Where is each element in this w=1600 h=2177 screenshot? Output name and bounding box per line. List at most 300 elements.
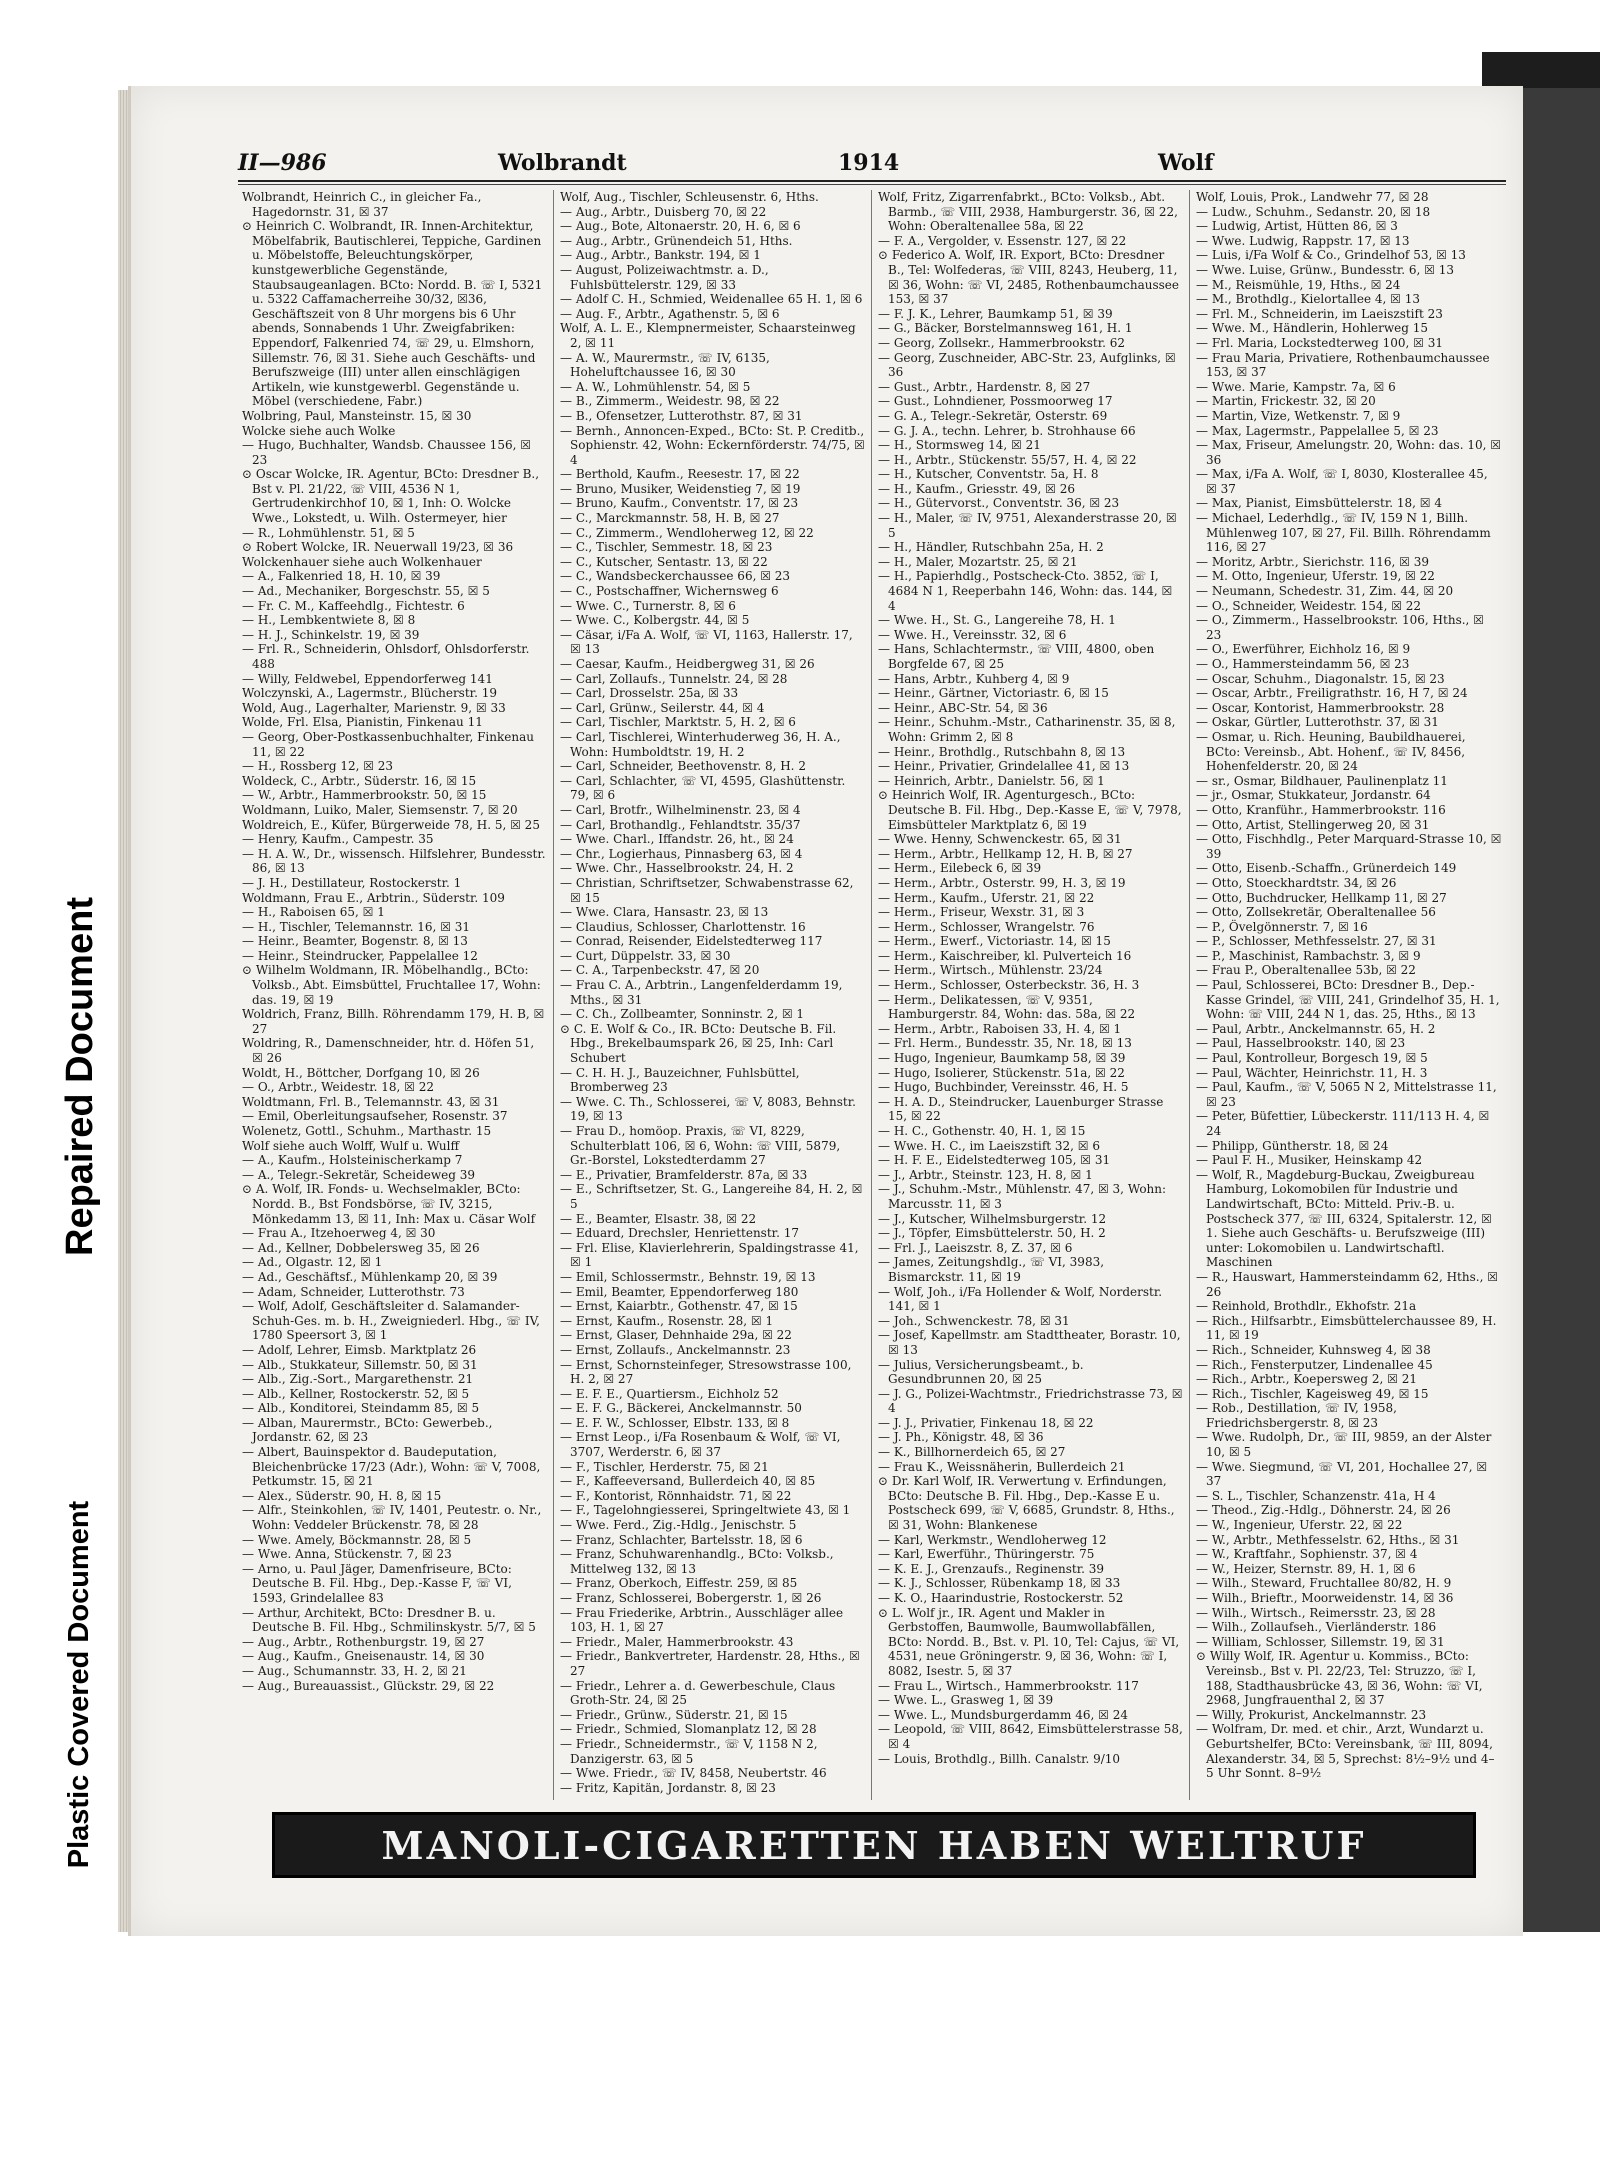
column-2 xyxy=(554,190,872,1800)
directory-entry: — C., Marckmannstr. 58, H. B, ☒ 27 xyxy=(560,511,780,526)
directory-entry: — Herm., Schlosser, Osterbeckstr. 36, H. 3 xyxy=(878,978,1140,993)
directory-entry: — Wolf, Adolf, Geschäftsleiter d. Salamander-Schuh-Ges. m. b. H., Zweigniederl. Hbg., ☏ IV, 1780 Speersort 3, ☒ 1 xyxy=(242,1299,540,1343)
directory-entry: — Wwe. Ferd., Zig.-Hdlg., Jenischstr. 5 xyxy=(560,1518,797,1533)
directory-entry: — Wwe. Rudolph, Dr., ☏ III, 9859, an der Alster 10, ☒ 5 xyxy=(1196,1430,1492,1460)
directory-entry: — Ernst, Schornsteinfeger, Stresowstrasse 100, H. 2, ☒ 27 xyxy=(560,1357,852,1387)
directory-entry: — Herm., Arbtr., Raboisen 33, H. 4, ☒ 1 xyxy=(878,1021,1122,1036)
directory-entry: — P., Övelgönnerstr. 7, ☒ 16 xyxy=(1196,919,1368,934)
directory-entry: — Wwe. Henny, Schwenckestr. 65, ☒ 31 xyxy=(878,832,1122,847)
directory-entry: Wolbrandt, Heinrich C., in gleicher Fa., Hagedornstr. 31, ☒ 37 xyxy=(242,190,482,219)
directory-entry: — Oscar, Arbtr., Freiligrathstr. 16, H 7, ☒ 24 xyxy=(1196,686,1468,701)
directory-entry: — A. W., Maurermstr., ☏ IV, 6135, Hoheluftchaussee 16, ☒ 30 xyxy=(560,350,770,380)
directory-entry: — W., Ingenieur, Uferstr. 22, ☒ 22 xyxy=(1196,1518,1403,1533)
header-rule xyxy=(238,180,1506,182)
directory-entry: Wolenetz, Gottl., Schuhm., Marthastr. 15 xyxy=(242,1124,492,1138)
directory-entry: — Bruno, Kaufm., Conventstr. 17, ☒ 23 xyxy=(560,496,799,511)
directory-entry: — Max, Pianist, Eimsbüttelerstr. 18, ☒ 4 xyxy=(1196,496,1442,511)
directory-entry: — Hugo, Isolierer, Stückenstr. 51a, ☒ 22 xyxy=(878,1065,1125,1080)
directory-entry: — Wwe. L., Mundsburgerdamm 46, ☒ 24 xyxy=(878,1707,1128,1722)
directory-entry: Wolf siehe auch Wolff, Wulf u. Wulff xyxy=(242,1138,460,1153)
directory-entry: — Curt, Düppelstr. 33, ☒ 30 xyxy=(560,948,731,963)
directory-entry: — Philipp, Güntherstr. 18, ☒ 24 xyxy=(1196,1138,1389,1153)
directory-entry: — Wwe. C. Th., Schlosserei, ☏ V, 8083, Behnstr. 19, ☒ 13 xyxy=(560,1094,856,1124)
directory-entry: — Wwe. Ludwig, Rappstr. 17, ☒ 13 xyxy=(1196,233,1410,248)
directory-entry: — Ernst Leop., i/Fa Rosenbaum & Wolf, ☏ VI, 3707, Werderstr. 6, ☒ 37 xyxy=(560,1430,841,1460)
directory-entry: ⊙ Federico A. Wolf, IR. Export, BCto: Dresdner B., Tel: Wolfederas, ☏ VIII, 8243, Heuberg, 11, ☒ 36, Wohn: ☏ VI, 2485, Rothenbaumchaussee 153, ☒ 37 xyxy=(878,248,1179,307)
page-number: II—986 xyxy=(238,150,327,176)
directory-entry: — Wwe. C., Kolbergstr. 44, ☒ 5 xyxy=(560,613,750,628)
directory-entry: — Leopold, ☏ VIII, 8642, Eimsbüttelerstrasse 58, ☒ 4 xyxy=(878,1722,1183,1751)
directory-entry: — Paul, Arbtr., Anckelmannstr. 65, H. 2 xyxy=(1196,1021,1436,1036)
directory-entry: — Wwe. M., Händlerin, Hohlerweg 15 xyxy=(1196,321,1429,336)
scanner-shadow-top xyxy=(1482,52,1600,88)
directory-entry: — Ludw., Schuhm., Sedanstr. 20, ☒ 18 xyxy=(1196,204,1431,219)
directory-entry: — Emil, Schlossermstr., Behnstr. 19, ☒ 13 xyxy=(560,1269,816,1284)
directory-entry: — Louis, Brothdlg., Billh. Canalstr. 9/10 xyxy=(878,1751,1121,1766)
directory-entry: — Otto, Stoeckhardtstr. 34, ☒ 26 xyxy=(1196,875,1397,890)
directory-entry: — Heinr., Steindrucker, Pappelallee 12 xyxy=(242,948,478,963)
directory-entry: — Friedr., Lehrer a. d. Gewerbeschule, Claus Groth-Str. 24, ☒ 25 xyxy=(560,1678,836,1708)
directory-entry: — Otto, Zollsekretär, Oberaltenallee 56 xyxy=(1196,905,1436,920)
directory-entry: — P., Maschinist, Rambachstr. 3, ☒ 9 xyxy=(1196,948,1421,963)
directory-entry: — Arthur, Architekt, BCto: Dresdner B. u. Deutsche B. Fil. Hbg., Schmilinskystr. 5/7, ☒ 5 xyxy=(242,1605,536,1635)
directory-entry: — Frl. Herm., Bundesstr. 35, Nr. 18, ☒ 13 xyxy=(878,1036,1132,1051)
directory-entry: — Max, Lagermstr., Pappelallee 5, ☒ 23 xyxy=(1196,423,1439,438)
directory-entry: — H., Rossberg 12, ☒ 23 xyxy=(242,759,394,774)
directory-entry: — H. C., Gothenstr. 40, H. 1, ☒ 15 xyxy=(878,1124,1086,1138)
directory-entry: — W., Heizer, Sternstr. 89, H. 1, ☒ 6 xyxy=(1196,1561,1416,1576)
directory-entry: — J., Töpfer, Eimsbüttelerstr. 50, H. 2 xyxy=(878,1226,1106,1241)
directory-entry: — Herm., Wirtsch., Mühlenstr. 23/24 xyxy=(878,963,1103,978)
directory-entry: — Georg, Ober-Postkassenbuchhalter, Finkenau 11, ☒ 22 xyxy=(242,729,534,759)
directory-entry: — Gust., Arbtr., Hardenstr. 8, ☒ 27 xyxy=(878,379,1091,394)
directory-entry: — Paul, Hasselbrookstr. 140, ☒ 23 xyxy=(1196,1036,1406,1051)
directory-entry: — Josef, Kapellmstr. am Stadttheater, Borastr. 10, ☒ 13 xyxy=(878,1328,1181,1357)
directory-entry: — Osmar, u. Rich. Heuning, Baubildhauerei, BCto: Vereinsb., Abt. Hohenf., ☏ IV, 8456, Hohenfelderstr. 20, ☒ 24 xyxy=(1196,729,1466,774)
directory-entry: — F. J. K., Lehrer, Baumkamp 51, ☒ 39 xyxy=(878,306,1113,321)
directory-entry: — Aug., Arbtr., Grünendeich 51, Hths. xyxy=(560,233,793,248)
directory-entry: — Martin, Frickestr. 32, ☒ 20 xyxy=(1196,394,1376,409)
directory-entry: — C., Wandsbeckerchaussee 66, ☒ 23 xyxy=(560,569,791,584)
directory-entry: — C., Postschaffner, Wichernsweg 6 xyxy=(560,584,779,599)
directory-entry: — Chr., Logierhaus, Pinnasberg 63, ☒ 4 xyxy=(560,846,803,861)
directory-entry: Wolde, Frl. Elsa, Pianistin, Finkenau 11 xyxy=(242,715,483,730)
directory-entry: — Aug., Arbtr., Rothenburgstr. 19, ☒ 27 xyxy=(242,1634,485,1649)
directory-entry: ⊙ Oscar Wolcke, IR. Agentur, BCto: Dresdner B., Bst v. Pl. 21/22, ☏ VIII, 4536 N 1, Gertrudenkirchhof 10, ☒ 1, Inh: O. Wolcke Wwe., Lokstedt, u. Wilh. Ostermeyer, hier xyxy=(242,467,540,526)
directory-entry: — Frl. R., Schneiderin, Ohlsdorf, Ohlsdorferstr. 488 xyxy=(242,642,530,671)
repaired-document-label: Repaired Document xyxy=(58,896,101,1256)
directory-entry: — Alb., Kellner, Rostockerstr. 52, ☒ 5 xyxy=(242,1386,470,1401)
directory-entry: — Gust., Lohndiener, Possmoorweg 17 xyxy=(878,394,1113,409)
directory-entry: — Christian, Schriftsetzer, Schwabenstrasse 62, ☒ 15 xyxy=(560,875,854,905)
directory-entry: — Albert, Bauinspektor d. Baudeputation, Bleichenbrücke 17/23 (Adr.), Wohn: ☏ V, 7008, Petkumstr. 15, ☒ 21 xyxy=(242,1445,541,1489)
directory-entry: — sr., Osmar, Bildhauer, Paulinenplatz 11 xyxy=(1196,773,1448,788)
directory-entry: — Wilh., Wirtsch., Reimersstr. 23, ☒ 28 xyxy=(1196,1605,1436,1620)
directory-entry: — Heinrich, Arbtr., Danielstr. 56, ☒ 1 xyxy=(878,773,1105,788)
directory-entry: — Willy, Feldwebel, Eppendorferweg 141 xyxy=(242,671,493,686)
directory-entry: — Berthold, Kaufm., Reesestr. 17, ☒ 22 xyxy=(560,467,800,482)
directory-entry: — H., Stormsweg 14, ☒ 21 xyxy=(878,438,1041,453)
directory-entry: — H., Lembkentwiete 8, ☒ 8 xyxy=(242,613,416,628)
directory-entry: — Carl, Tischlerei, Winterhuderweg 36, H. A., Wohn: Humboldtstr. 19, H. 2 xyxy=(560,729,841,759)
directory-entry: — Wolfram, Dr. med. et chir., Arzt, Wundarzt u. Geburtshelfer, BCto: Vereinsbank, ☏ III, 8094, Alexanderstr. 34, ☒ 5, Sprechst: 8½–9½ und 4–5 Uhr Sonnt. 8–9½ xyxy=(1196,1722,1495,1781)
directory-entry: — Paul, Kontrolleur, Borgesch 19, ☒ 5 xyxy=(1196,1051,1428,1066)
directory-entry: — Hugo, Buchbinder, Vereinsstr. 46, H. 5 xyxy=(878,1080,1129,1095)
directory-entry: Woldring, R., Damenschneider, htr. d. Höfen 51, ☒ 26 xyxy=(242,1036,535,1066)
directory-entry: — Adam, Schneider, Lutterothstr. 73 xyxy=(242,1284,465,1299)
directory-entry: — Aug., Bote, Altonaerstr. 20, H. 6, ☒ 6 xyxy=(560,219,801,234)
directory-entry: — Herm., Arbtr., Osterstr. 99, H. 3, ☒ 19 xyxy=(878,875,1126,890)
directory-entry: — Oscar, Schuhm., Diagonalstr. 15, ☒ 23 xyxy=(1196,671,1445,686)
directory-entry: — H., Arbtr., Stückenstr. 55/57, H. 4, ☒ 22 xyxy=(878,452,1137,467)
directory-entry: — K. E. J., Grenzaufs., Reginenstr. 39 xyxy=(878,1561,1105,1576)
directory-entry: Woldreich, E., Küfer, Bürgerweide 78, H. 5, ☒ 25 xyxy=(242,817,540,832)
directory-entry: — Oscar, Kontorist, Hammerbrookstr. 28 xyxy=(1196,700,1445,715)
directory-entry: — Michael, Lederhdlg., ☏ IV, 159 N 1, Billh. Mühlenweg 107, ☒ 27, Fil. Billh. Röhrendamm 116, ☒ 27 xyxy=(1196,511,1491,555)
directory-entry: — Wwe. Charl., Iffandstr. 26, ht., ☒ 24 xyxy=(560,832,794,847)
directory-entry: — Herm., Arbtr., Hellkamp 12, H. B, ☒ 27 xyxy=(878,846,1133,861)
directory-entry: ⊙ Robert Wolcke, IR. Neuerwall 19/23, ☒ 36 xyxy=(242,540,514,555)
directory-entry: — Claudius, Schlosser, Charlottenstr. 16 xyxy=(560,919,806,934)
directory-entry: — Georg, Zollsekr., Hammerbrookstr. 62 xyxy=(878,335,1126,350)
directory-entry: — Hugo, Ingenieur, Baumkamp 58, ☒ 39 xyxy=(878,1051,1126,1066)
directory-entry: — August, Polizeiwachtmstr. a. D., Fuhlsbüttelerstr. 129, ☒ 33 xyxy=(560,262,769,292)
directory-entry: — Max, Friseur, Amelungstr. 20, Wohn: das. 10, ☒ 36 xyxy=(1196,438,1501,467)
directory-entry: — C. A., Tarpenbeckstr. 47, ☒ 20 xyxy=(560,963,760,978)
directory-entry: — Rich., Arbtr., Koepersweg 2, ☒ 21 xyxy=(1196,1372,1417,1387)
directory-entry: — H., Kaufm., Griesstr. 49, ☒ 26 xyxy=(878,481,1076,496)
directory-entry: — Aug., Bureauassist., Glückstr. 29, ☒ 22 xyxy=(242,1678,495,1693)
directory-entry: — Karl, Werkmstr., Wendloherweg 12 xyxy=(878,1532,1107,1547)
directory-entry: — Karl, Ewerführ., Thüringerstr. 75 xyxy=(878,1547,1095,1562)
directory-entry: — Caesar, Kaufm., Heidbergweg 31, ☒ 26 xyxy=(560,657,815,671)
directory-entry: — M. Otto, Ingenieur, Uferstr. 19, ☒ 22 xyxy=(1196,569,1435,584)
directory-entry: — Bruno, Musiker, Weidenstieg 7, ☒ 19 xyxy=(560,481,801,496)
directory-entry: — Ernst, Kaufm., Rosenstr. 28, ☒ 1 xyxy=(560,1313,774,1328)
directory-entry: — Hans, Schlachtermstr., ☏ VIII, 4800, oben Borgfelde 67, ☒ 25 xyxy=(878,642,1155,671)
page-header xyxy=(238,150,1506,182)
directory-entry: — Aug., Schumannstr. 33, H. 2, ☒ 21 xyxy=(242,1663,467,1678)
directory-entry: — Rich., Hilfsarbtr., Eimsbüttelerchaussee 89, H. 11, ☒ 19 xyxy=(1196,1313,1497,1343)
directory-entry: — Wolf, Joh., i/Fa Hollender & Wolf, Norderstr. 141, ☒ 1 xyxy=(878,1284,1163,1314)
advertisement-banner xyxy=(272,1812,1476,1878)
directory-entry: — Friedr., Maler, Hammerbrookstr. 43 xyxy=(560,1634,794,1649)
directory-entry: — W., Arbtr., Hammerbrookstr. 50, ☒ 15 xyxy=(242,788,487,803)
directory-entry: Wolf, A. L. E., Klempnermeister, Schaarsteinweg 2, ☒ 11 xyxy=(560,321,856,350)
directory-entry: — Ad., Mechaniker, Borgeschstr. 55, ☒ 5 xyxy=(242,584,490,599)
directory-entry: Wold, Aug., Lagerhalter, Marienstr. 9, ☒ 33 xyxy=(242,700,506,715)
column-3 xyxy=(872,190,1190,1800)
directory-entry: Wolczynski, A., Lagermstr., Blücherstr. 19 xyxy=(242,686,497,701)
directory-entry: — Max, i/Fa A. Wolf, ☏ I, 8030, Klosterallee 45, ☒ 37 xyxy=(1196,467,1488,496)
directory-entry: — M., Brothdlg., Kielortallee 4, ☒ 13 xyxy=(1196,292,1420,307)
directory-entry: — H. F. E., Eidelstedterweg 105, ☒ 31 xyxy=(878,1153,1111,1168)
directory-entry: — Ad., Geschäftsf., Mühlenkamp 20, ☒ 39 xyxy=(242,1269,498,1284)
directory-entry: — Carl, Brothandlg., Fehlandtstr. 35/37 xyxy=(560,817,801,832)
directory-entry: — C., Zimmerm., Wendloherweg 12, ☒ 22 xyxy=(560,525,814,540)
directory-entry: — Friedr., Grünw., Süderstr. 21, ☒ 15 xyxy=(560,1707,788,1722)
directory-entry: — Herm., Eilebeck 6, ☒ 39 xyxy=(878,861,1042,876)
directory-entry: — O., Ewerführer, Eichholz 16, ☒ 9 xyxy=(1196,642,1411,657)
directory-entry: — G., Bäcker, Borstelmannsweg 161, H. 1 xyxy=(878,321,1133,336)
directory-entry: — Adolf, Lehrer, Eimsb. Marktplatz 26 xyxy=(242,1342,477,1357)
directory-entry: — Herm., Ewerf., Victoriastr. 14, ☒ 15 xyxy=(878,934,1111,949)
directory-entry: — Heinr., Gärtner, Victoriastr. 6, ☒ 15 xyxy=(878,686,1109,701)
directory-entry: — Herm., Kaufm., Uferstr. 21, ☒ 22 xyxy=(878,890,1095,905)
directory-entry: — Frau Maria, Privatiere, Rothenbaumchaussee 153, ☒ 37 xyxy=(1196,350,1490,380)
directory-entry: — E. F. E., Quartiersm., Eichholz 52 xyxy=(560,1386,779,1401)
directory-entry: — G. J. A., techn. Lehrer, b. Strohhause 66 xyxy=(878,423,1136,438)
directory-entry: — Paul, Wächter, Heinrichstr. 11, H. 3 xyxy=(1196,1065,1428,1080)
column-4 xyxy=(1190,190,1508,1800)
directory-entry: — Wilh., Zollaufseh., Vierländerstr. 186 xyxy=(1196,1620,1437,1635)
directory-entry: — Alex., Süderstr. 90, H. 8, ☒ 15 xyxy=(242,1488,442,1503)
directory-entry: Woldmann, Luiko, Maler, Siemsenstr. 7, ☒ 20 xyxy=(242,802,518,817)
directory-entry: — Alban, Maurermstr., BCto: Gewerbeb., Jordanstr. 62, ☒ 23 xyxy=(242,1415,493,1445)
directory-entry: — A., Kaufm., Holsteinischerkamp 7 xyxy=(242,1153,463,1168)
directory-entry: — Frau D., homöop. Praxis, ☏ VI, 8229, Schulterblatt 106, ☒ 6, Wohn: ☏ VIII, 5879, Gr.-Borstel, Lokstedterdamm 27 xyxy=(560,1124,841,1168)
directory-entry: — W., Arbtr., Methfesselstr. 62, Hths., ☒ 31 xyxy=(1196,1532,1460,1547)
directory-entry: — O., Arbtr., Weidestr. 18, ☒ 22 xyxy=(242,1080,435,1095)
directory-entry: ⊙ Dr. Karl Wolf, IR. Verwertung v. Erfindungen, BCto: Deutsche B. Fil. Hbg., Dep.-Kasse E u. Postscheck 699, ☏ V, 6685, Grundstr. 8, Hths., ☒ 31, Wohn: Blankenese xyxy=(878,1474,1175,1533)
directory-entry: — Rich., Fensterputzer, Lindenallee 45 xyxy=(1196,1357,1433,1372)
directory-entry: — Frau K., Weissnäherin, Bullerdeich 21 xyxy=(878,1459,1126,1474)
directory-entry: — R., Hauswart, Hammersteindamm 62, Hths., ☒ 26 xyxy=(1196,1269,1498,1299)
directory-entry: — Franz, Schlosserei, Bobergerstr. 1, ☒ 26 xyxy=(560,1591,822,1605)
directory-entry: — Ernst, Kaiarbtr., Gothenstr. 47, ☒ 15 xyxy=(560,1299,798,1314)
directory-entry: — Ad., Kellner, Dobbelersweg 35, ☒ 26 xyxy=(242,1240,480,1255)
directory-entry: — Aug., Kaufm., Gneisenaustr. 14, ☒ 30 xyxy=(242,1649,485,1664)
directory-entry: — Friedr., Schneidermstr., ☏ V, 1158 N 2, Danzigerstr. 63, ☒ 5 xyxy=(560,1736,818,1766)
directory-entry: Woldeck, C., Arbtr., Süderstr. 16, ☒ 15 xyxy=(242,773,477,788)
left-heading: Wolbrandt xyxy=(498,150,627,176)
directory-entry: — F. A., Vergolder, v. Essenstr. 127, ☒ 22 xyxy=(878,233,1127,248)
directory-entry: — W., Kraftfahr., Sophienstr. 37, ☒ 4 xyxy=(1196,1547,1418,1562)
directory-entry: — Paul, Kaufm., ☏ V, 5065 N 2, Mittelstrasse 11, ☒ 23 xyxy=(1196,1080,1497,1109)
directory-entry: — Wilh., Brieftr., Moorweidenstr. 14, ☒ 36 xyxy=(1196,1591,1454,1605)
right-heading: Wolf xyxy=(1158,150,1214,176)
directory-entry: — Frau L., Wirtsch., Hammerbrookstr. 117 xyxy=(878,1678,1139,1693)
directory-entry: — Carl, Tischler, Marktstr. 5, H. 2, ☒ 6 xyxy=(560,715,796,730)
directory-entry: — Heinr., Beamter, Bogenstr. 8, ☒ 13 xyxy=(242,934,468,949)
directory-entry: — Alb., Stukkateur, Sillemstr. 50, ☒ 31 xyxy=(242,1357,478,1372)
directory-entry: ⊙ Heinrich Wolf, IR. Agenturgesch., BCto: Deutsche B. Fil. Hbg., Dep.-Kasse E, ☏ V, 7978, Eimsbütteler Marktplatz 6, ☒ 19 xyxy=(878,788,1182,832)
directory-entry: — Carl, Brotfr., Wilhelminenstr. 23, ☒ 4 xyxy=(560,802,801,817)
directory-entry: — E., Beamter, Elsastr. 38, ☒ 22 xyxy=(560,1211,757,1226)
directory-entry: — Franz, Oberkoch, Eiffestr. 259, ☒ 85 xyxy=(560,1576,798,1591)
directory-entry: — C. Ch., Zollbeamter, Sonninstr. 2, ☒ 1 xyxy=(560,1007,805,1022)
directory-entry: — Wwe. Amely, Böckmannstr. 28, ☒ 5 xyxy=(242,1532,472,1547)
directory-entry: — Otto, Buchdrucker, Hellkamp 11, ☒ 27 xyxy=(1196,890,1447,905)
directory-entry: — Heinr., ABC-Str. 54, ☒ 36 xyxy=(878,700,1048,715)
directory-entry: — Wwe. Clara, Hansastr. 23, ☒ 13 xyxy=(560,905,769,920)
page-stack-edges xyxy=(118,90,128,1932)
directory-entry: — Ernst, Zollaufs., Anckelmannstr. 23 xyxy=(560,1342,791,1357)
directory-entry: — G. A., Telegr.-Sekretär, Osterstr. 69 xyxy=(878,408,1108,423)
directory-entry: Wolckenhauer siehe auch Wolkenhauer xyxy=(242,554,482,569)
directory-entry: — P., Schlosser, Methfesselstr. 27, ☒ 31 xyxy=(1196,934,1437,949)
directory-entry: — H., Maler, ☏ IV, 9751, Alexanderstrasse 20, ☒ 5 xyxy=(878,511,1177,540)
directory-entry: Woldrich, Franz, Billh. Röhrendamm 179, H. B, ☒ 27 xyxy=(242,1007,545,1036)
directory-entry: — Frl. Elise, Klavierlehrerin, Spaldingstrasse 41, ☒ 1 xyxy=(560,1240,859,1270)
directory-entry: — B., Zimmerm., Weidestr. 98, ☒ 22 xyxy=(560,394,780,409)
directory-entry: — H., Kutscher, Conventstr. 5a, H. 8 xyxy=(878,467,1099,482)
directory-entry: — Herm., Friseur, Wexstr. 31, ☒ 3 xyxy=(878,905,1085,920)
directory-entry: — Wilh., Steward, Fruchtallee 80/82, H. 9 xyxy=(1196,1576,1452,1591)
directory-entry: — Herm., Kaischreiber, kl. Pulverteich 16 xyxy=(878,948,1132,963)
directory-entry: — Carl, Grünw., Seilerstr. 44, ☒ 4 xyxy=(560,700,765,715)
directory-entry: — Carl, Schneider, Beethovenstr. 8, H. 2 xyxy=(560,759,806,774)
directory-entry: — Otto, Fischhdlg., Peter Marquard-Strasse 10, ☒ 39 xyxy=(1196,832,1502,861)
directory-entry: — Peter, Büfettier, Lübeckerstr. 111/113 H. 4, ☒ 24 xyxy=(1196,1109,1490,1138)
directory-entry: Woldmann, Frau E., Arbtrin., Süderstr. 109 xyxy=(242,890,505,905)
directory-entry: — Alfr., Steinkohlen, ☏ IV, 1401, Peutestr. o. Nr., Wohn: Veddeler Brückenstr. 78, ☒ 28 xyxy=(242,1503,542,1533)
directory-entry: — Wwe. H., St. G., Langereihe 78, H. 1 xyxy=(878,613,1116,628)
directory-entry: — Friedr., Schmied, Slomanplatz 12, ☒ 28 xyxy=(560,1722,817,1737)
directory-entry: — jr., Osmar, Stukkateur, Jordanstr. 64 xyxy=(1196,788,1431,803)
directory-entry: — Frl. J., Laeiszstr. 8, Z. 37, ☒ 6 xyxy=(878,1240,1073,1255)
directory-entry: ⊙ A. Wolf, IR. Fonds- u. Wechselmakler, BCto: Nordd. B., Bst Fondsbörse, ☏ IV, 3215, Mönkedamm 13, ☒ 11, Inh: Max u. Cäsar Wolf xyxy=(242,1182,536,1226)
directory-entry: ⊙ Heinrich C. Wolbrandt, IR. Innen-Architektur, Möbelfabrik, Bautischlerei, Teppiche, Gardinen u. Möbelstoffe, Beleuchtungskörper, kunstgewerbliche Gegenstände, Staubsaugeanlagen. BCto: Nordd. B. ☏ I, 5321 u. 5322 Caffamacherreihe 30/32, ☒36, Geschäftszeit von 8 Uhr morgens bis 6 Uhr abends, Sonnabends 1 Uhr. Zweigfabriken: Eppendorf, Falkenried 74, ☏ 29, u. Elmshorn, Sillemstr. 76, ☒ 31. Siehe auch Geschäfts- und Berufszweige (III) unter allen einschlägigen Artikeln, wie kunstgewerbl. Gegenstände u. Möbel (verschiedene, Fabr.) xyxy=(242,219,543,409)
directory-columns xyxy=(236,190,1508,1800)
directory-entry: — Otto, Eisenb.-Schaffn., Grünerdeich 149 xyxy=(1196,861,1457,876)
directory-entry: — Joh., Schwenckestr. 78, ☒ 31 xyxy=(878,1313,1070,1328)
directory-entry: — J. G., Polizei-Wachtmstr., Friedrichstrasse 73, ☒ 4 xyxy=(878,1386,1183,1416)
directory-entry: — William, Schlosser, Sillemstr. 19, ☒ 31 xyxy=(1196,1634,1445,1649)
directory-entry: — Wwe. H., Vereinsstr. 32, ☒ 6 xyxy=(878,627,1067,642)
directory-entry: — Hans, Arbtr., Kuhberg 4, ☒ 9 xyxy=(878,671,1070,686)
directory-entry: — J. Ph., Königstr. 48, ☒ 36 xyxy=(878,1430,1044,1445)
directory-entry: — Wwe. Friedr., ☏ IV, 8458, Neubertstr. 46 xyxy=(560,1766,827,1781)
directory-entry: — F., Kontorist, Rönnhaidstr. 71, ☒ 22 xyxy=(560,1488,792,1503)
directory-entry: — J. H., Destillateur, Rostockerstr. 1 xyxy=(242,875,462,890)
directory-entry: — Friedr., Bankvertreter, Hardenstr. 28, Hths., ☒ 27 xyxy=(560,1649,860,1678)
directory-entry: — Frl. Maria, Lockstedterweg 100, ☒ 31 xyxy=(1196,335,1443,350)
directory-entry: — F., Kaffeeversand, Bullerdeich 40, ☒ 85 xyxy=(560,1474,816,1489)
directory-entry: — Conrad, Reisender, Eidelstedterweg 117 xyxy=(560,934,823,949)
directory-entry: — K. O., Haarindustrie, Rostockerstr. 52 xyxy=(878,1591,1124,1605)
directory-entry: — Wwe. H. C., im Laeiszstift 32, ☒ 6 xyxy=(878,1138,1101,1153)
directory-entry: — Aug., Arbtr., Duisberg 70, ☒ 22 xyxy=(560,204,767,219)
directory-entry: — Frau P., Oberaltenallee 53b, ☒ 22 xyxy=(1196,963,1416,978)
directory-entry: — Julius, Versicherungsbeamt., b. Gesundbrunnen 20, ☒ 25 xyxy=(878,1357,1084,1387)
directory-entry: — Franz, Schuhwarenhandlg., BCto: Volksb., Mittelweg 132, ☒ 13 xyxy=(560,1547,834,1576)
directory-entry: — Wwe. L., Grasweg 1, ☒ 39 xyxy=(878,1693,1054,1708)
directory-entry: — C., Kutscher, Sentastr. 13, ☒ 22 xyxy=(560,554,768,569)
directory-entry: — K., Billhornerdeich 65, ☒ 27 xyxy=(878,1445,1066,1460)
directory-entry: — J., Arbtr., Steinstr. 123, H. 8, ☒ 1 xyxy=(878,1167,1093,1182)
directory-entry: — B., Ofensetzer, Lutterothstr. 87, ☒ 31 xyxy=(560,408,803,423)
directory-entry: — Wwe. Luise, Grünw., Bundesstr. 6, ☒ 13 xyxy=(1196,262,1454,277)
directory-entry: — E., Privatier, Bramfelderstr. 87a, ☒ 33 xyxy=(560,1167,808,1182)
directory-entry: — Luis, i/Fa Wolf & Co., Grindelhof 53, ☒ 13 xyxy=(1196,248,1466,263)
directory-entry: — Emil, Oberleitungsaufseher, Rosenstr. 37 xyxy=(242,1109,508,1124)
directory-entry: — J., Schuhm.-Mstr., Mühlenstr. 47, ☒ 3, Wohn: Marcusstr. 11, ☒ 3 xyxy=(878,1182,1167,1211)
directory-entry: — Rich., Schneider, Kuhnsweg 4, ☒ 38 xyxy=(1196,1342,1431,1357)
directory-entry: — K. J., Schlosser, Rübenkamp 18, ☒ 33 xyxy=(878,1576,1121,1591)
directory-entry: — Fr. C. M., Kaffeehdlg., Fichtestr. 6 xyxy=(242,598,465,613)
directory-entry: — Heinr., Privatier, Grindelallee 41, ☒ 13 xyxy=(878,759,1130,774)
directory-entry: — Wwe. Chr., Hasselbrookstr. 24, H. 2 xyxy=(560,861,794,876)
directory-entry: — Reinhold, Brothdlr., Ekhofstr. 21a xyxy=(1196,1299,1417,1314)
directory-entry: ⊙ L. Wolf jr., IR. Agent und Makler in Gerbstoffen, Baumwolle, Baumwollabfällen, BCto: Nordd. B., Bst. v. Pl. 10, Tel: Cajus, ☏ VI, 4531, neue Gröningerstr. 9, ☒ 36, Wohn: ☏ I, 8082, Isestr. 5, ☒ 37 xyxy=(878,1605,1180,1678)
directory-entry: — H. J., Schinkelstr. 19, ☒ 39 xyxy=(242,627,420,642)
directory-entry: — Theod., Zig.-Hdlg., Döhnerstr. 24, ☒ 26 xyxy=(1196,1503,1451,1518)
directory-entry: — Moritz, Arbtr., Sierichstr. 116, ☒ 39 xyxy=(1196,554,1430,569)
directory-entry: — Adolf C. H., Schmied, Weidenallee 65 H. 1, ☒ 6 xyxy=(560,292,863,307)
directory-entry: — H. A. D., Steindrucker, Lauenburger Strasse 15, ☒ 22 xyxy=(878,1094,1164,1124)
directory-entry: — Wwe. Anna, Stückenstr. 7, ☒ 23 xyxy=(242,1547,452,1562)
directory-entry: — H. A. W., Dr., wissensch. Hilfslehrer, Bundesstr. 86, ☒ 13 xyxy=(242,846,546,876)
directory-entry: Wolf, Fritz, Zigarrenfabrkt., BCto: Volksb., Abt. Barmb., ☏ VIII, 2938, Hamburgerstr. 36, ☒ 22, Wohn: Oberaltenallee 58a, ☒ 22 xyxy=(878,190,1178,234)
directory-entry: — Carl, Schlachter, ☏ VI, 4595, Glashüttenstr. 79, ☒ 6 xyxy=(560,773,846,803)
directory-entry: — Georg, Zuschneider, ABC-Str. 23, Aufglinks, ☒ 36 xyxy=(878,350,1176,380)
directory-entry: — Emil, Beamter, Eppendorferweg 180 xyxy=(560,1284,799,1299)
directory-entry: Wolf, Louis, Prok., Landwehr 77, ☒ 28 xyxy=(1196,190,1429,204)
directory-entry: — Aug., Arbtr., Bankstr. 194, ☒ 1 xyxy=(560,248,761,263)
directory-entry: Wolcke siehe auch Wolke xyxy=(242,423,396,438)
directory-entry: — M., Reismühle, 19, Hths., ☒ 24 xyxy=(1196,277,1401,292)
directory-entry: — James, Zeitungshdlg., ☏ VI, 3983, Bismarckstr. 11, ☒ 19 xyxy=(878,1255,1105,1284)
directory-entry: — Neumann, Schedestr. 31, Zim. 44, ☒ 20 xyxy=(1196,584,1454,599)
directory-entry: — Carl, Zollaufs., Tunnelstr. 24, ☒ 28 xyxy=(560,671,788,686)
directory-entry: — Otto, Kranführ., Hammerbrookstr. 116 xyxy=(1196,802,1446,817)
directory-entry: ⊙ C. E. Wolf & Co., IR. BCto: Deutsche B. Fil. Hbg., Brekelbaumspark 26, ☒ 25, Inh: Carl Schubert xyxy=(560,1021,837,1066)
directory-entry: — Frl. M., Schneiderin, im Laeiszstift 23 xyxy=(1196,306,1443,321)
directory-entry: — Carl, Drosselstr. 25a, ☒ 33 xyxy=(560,686,739,701)
directory-entry: — Paul, Schlosserei, BCto: Dresdner B., Dep.-Kasse Grindel, ☏ VIII, 241, Grindelhof 35, H. 1, Wohn: ☏ VIII, 244 N 1, das. 25, Hths., ☒ 13 xyxy=(1196,978,1500,1022)
directory-entry: — O., Hammersteindamm 56, ☒ 23 xyxy=(1196,657,1410,671)
directory-entry: — R., Lohmühlenstr. 51, ☒ 5 xyxy=(242,525,415,540)
directory-entry: Woldt, H., Böttcher, Dorfgang 10, ☒ 26 xyxy=(242,1065,480,1080)
directory-entry: — Herm., Schlosser, Wrangelstr. 76 xyxy=(878,919,1095,934)
directory-entry: — Martin, Vize, Wetkenstr. 7, ☒ 9 xyxy=(1196,408,1401,423)
directory-entry: — Rob., Destillation, ☏ IV, 1958, Friedrichsbergerstr. 8, ☒ 23 xyxy=(1196,1401,1397,1430)
directory-entry: — J., Kutscher, Wilhelmsburgerstr. 12 xyxy=(878,1211,1107,1226)
directory-entry: — O., Zimmerm., Hasselbrookstr. 106, Hths., ☒ 23 xyxy=(1196,613,1484,642)
directory-entry: — Wwe. Marie, Kampstr. 7a, ☒ 6 xyxy=(1196,379,1396,394)
directory-entry: — H., Tischler, Telemannstr. 16, ☒ 31 xyxy=(242,919,471,934)
directory-entry: — Eduard, Drechsler, Henriettenstr. 17 xyxy=(560,1226,799,1241)
directory-entry: — Cäsar, i/Fa A. Wolf, ☏ VI, 1163, Hallerstr. 17, ☒ 13 xyxy=(560,627,853,657)
directory-entry: — Wolf, R., Magdeburg-Buckau, Zweigbureau Hamburg, Lokomobilen für Industrie und Landwirtschaft, BCto: Mitteld. Priv.-B. u. Postscheck 377, ☏ III, 6324, Spitalerstr. 12, ☒ 1. Siehe auch Geschäfts- u. Berufszweige (III) unter: Lokomobilen u. Landwirtschaftl. Maschinen xyxy=(1196,1167,1492,1270)
directory-entry: — H., Gütervorst., Conventstr. 36, ☒ 23 xyxy=(878,496,1120,511)
directory-entry: — Arno, u. Paul Jäger, Damenfriseure, BCto: Deutsche B. Fil. Hbg., Dep.-Kasse F, ☏ VI, 1593, Grindelallee 83 xyxy=(242,1561,512,1605)
directory-entry: — Heinr., Schuhm.-Mstr., Catharinenstr. 35, ☒ 8, Wohn: Grimm 2, ☒ 8 xyxy=(878,715,1176,744)
directory-entry: — F., Tagelohngiesserei, Springeltwiete 43, ☒ 1 xyxy=(560,1503,851,1518)
directory-entry: — Franz, Schlachter, Bartelsstr. 18, ☒ 6 xyxy=(560,1532,803,1547)
directory-entry: — C. H. H. J., Bauzeichner, Fuhlsbüttel, Bromberweg 23 xyxy=(560,1065,800,1095)
plastic-covered-label: Plastic Covered Document xyxy=(63,1500,96,1868)
directory-entry: — Alb., Konditorei, Steindamm 85, ☒ 5 xyxy=(242,1401,480,1416)
directory-entry: — A., Telegr.-Sekretär, Scheideweg 39 xyxy=(242,1167,475,1182)
directory-entry: — Wwe. C., Turnerstr. 8, ☒ 6 xyxy=(560,598,736,613)
directory-entry: — F., Tischler, Herderstr. 75, ☒ 21 xyxy=(560,1459,769,1474)
directory-entry: — Ludwig, Artist, Hütten 86, ☒ 3 xyxy=(1196,219,1398,234)
column-1 xyxy=(236,190,554,1800)
directory-entry: — Henry, Kaufm., Campestr. 35 xyxy=(242,832,434,847)
directory-entry: — Alb., Zig.-Sort., Margarethenstr. 21 xyxy=(242,1372,474,1387)
banner-text: MANOLI-CIGARETTEN HABEN WELTRUF xyxy=(381,1822,1367,1868)
directory-entry: — Oskar, Gürtler, Lutterothstr. 37, ☒ 31 xyxy=(1196,715,1439,730)
directory-entry: — Heinr., Brothdlg., Rutschbahn 8, ☒ 13 xyxy=(878,744,1126,759)
directory-entry: — O., Schneider, Weidestr. 154, ☒ 22 xyxy=(1196,598,1422,613)
directory-entry: — H., Raboisen 65, ☒ 1 xyxy=(242,905,385,920)
directory-entry: — Frau C. A., Arbtrin., Langenfelderdamm 19, Mths., ☒ 31 xyxy=(560,978,843,1007)
directory-entry: — H., Händler, Rutschbahn 25a, H. 2 xyxy=(878,540,1104,555)
directory-entry: — Willy, Prokurist, Anckelmannstr. 23 xyxy=(1196,1707,1427,1722)
directory-entry: — Hugo, Buchhalter, Wandsb. Chaussee 156, ☒ 23 xyxy=(242,438,531,467)
